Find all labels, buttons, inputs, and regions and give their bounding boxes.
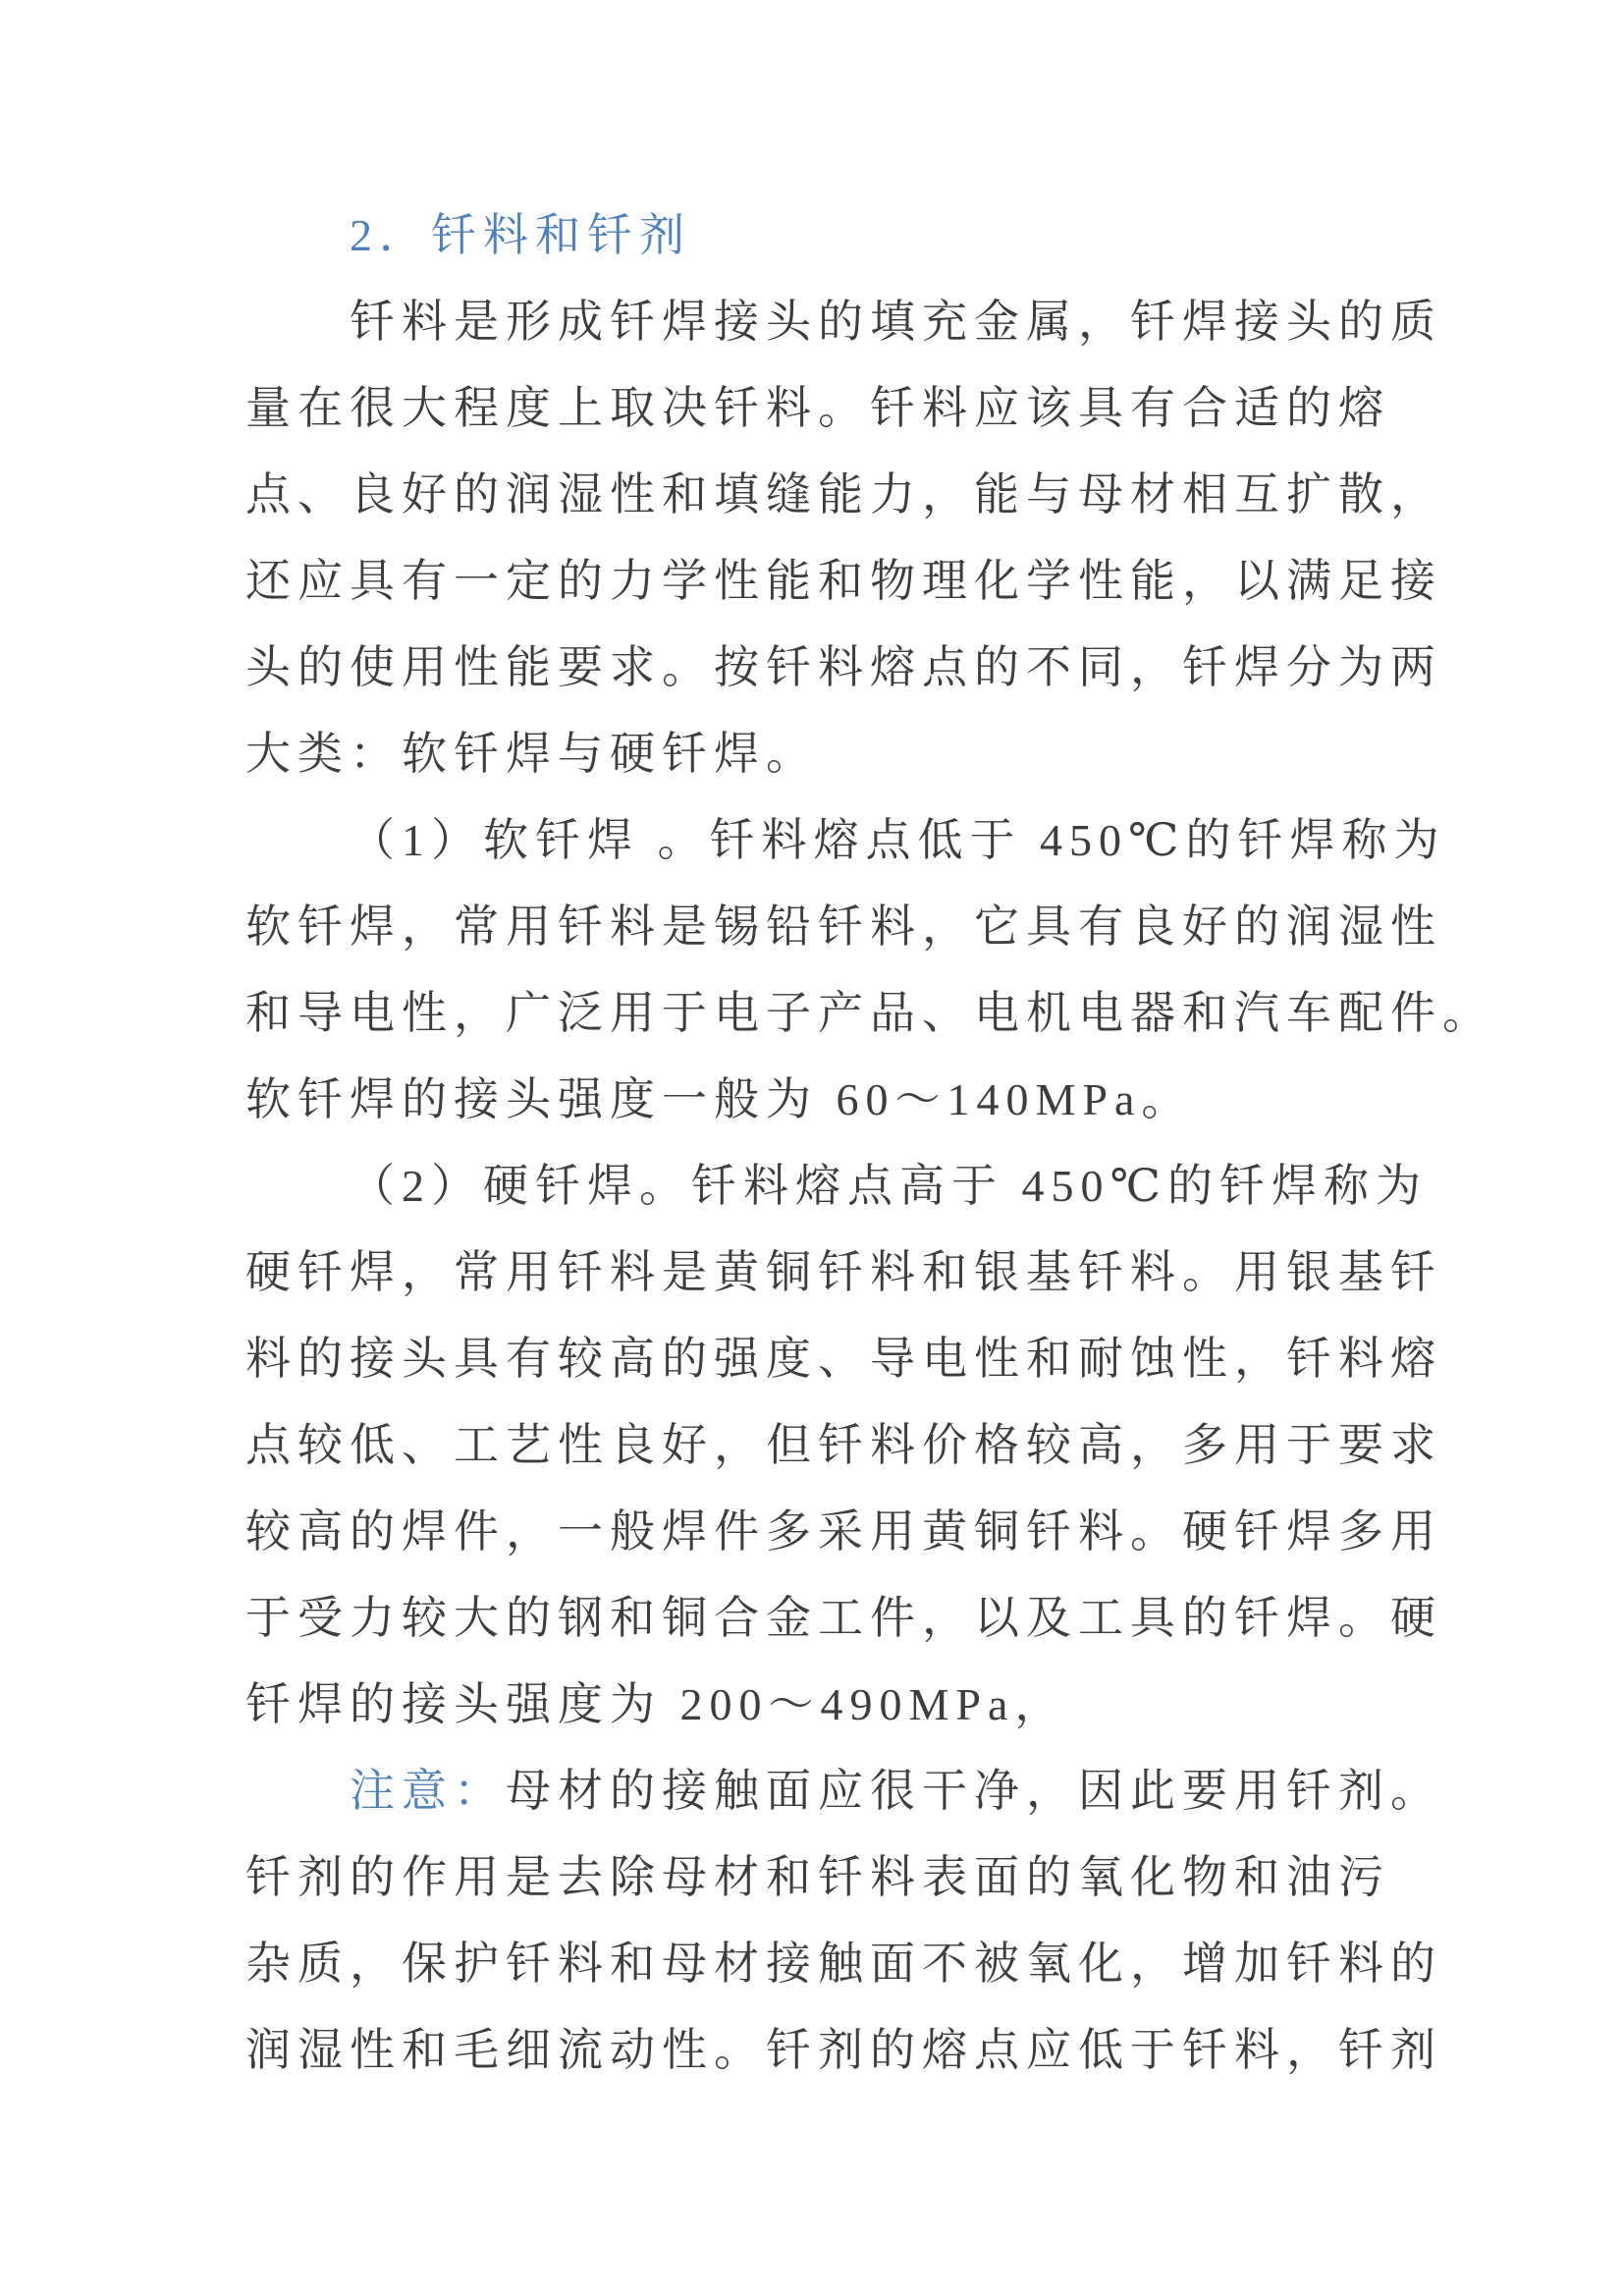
text-line: 点、良好的润湿性和填缝能力，能与母材相互扩散， <box>245 469 1442 519</box>
text-line: 较高的焊件，一般焊件多采用黄铜钎料。硬钎焊多用 <box>245 1506 1442 1557</box>
text-line: 钎料是形成钎焊接头的填充金属，钎焊接头的质 <box>350 297 1442 347</box>
text-line: 点较低、工艺性良好，但钎料价格较高，多用于要求 <box>245 1420 1442 1470</box>
text-line: 头的使用性能要求。按钎料熔点的不同，钎焊分为两 <box>245 642 1442 692</box>
section-heading: 2．钎料和钎剂 <box>350 210 691 260</box>
text-line: 还应具有一定的力学性能和物理化学性能，以满足接 <box>245 556 1442 606</box>
text-line: 料的接头具有较高的强度、导电性和耐蚀性，钎料熔 <box>245 1334 1442 1384</box>
text-line: 杂质，保护钎料和母材接触面不被氧化，增加钎料的 <box>245 1939 1442 1989</box>
text-line: （1）软钎焊 。钎料熔点低于 450℃的钎焊称为 <box>350 815 1446 865</box>
text-line: 钎剂的作用是去除母材和钎料表面的氧化物和油污 <box>245 1852 1390 1902</box>
text-block <box>245 192 1494 2094</box>
text-line: 量在很大程度上取决钎料。钎料应该具有合适的熔 <box>245 383 1390 433</box>
text-line: 于受力较大的钢和铜合金工件，以及工具的钎焊。硬 <box>245 1593 1442 1643</box>
notice-label: 注意： <box>350 1766 506 1816</box>
notice-text: 母材的接触面应很干净，因此要用钎剂。 <box>506 1766 1442 1816</box>
text-line: 软钎焊的接头强度一般为 60～140MPa。 <box>245 1074 1194 1124</box>
text-line: （2）硬钎焊。钎料熔点高于 450℃的钎焊称为 <box>350 1161 1428 1211</box>
text-line: 和导电性，广泛用于电子产品、电机电器和汽车配件。 <box>245 988 1494 1038</box>
text-line: 钎焊的接头强度为 200～490MPa， <box>245 1679 1067 1729</box>
text-line: 大类：软钎焊与硬钎焊。 <box>245 729 818 779</box>
text-line: 软钎焊，常用钎料是锡铅钎料，它具有良好的润湿性 <box>245 902 1442 952</box>
text-line: 硬钎焊，常用钎料是黄铜钎料和银基钎料。用银基钎 <box>245 1247 1442 1297</box>
text-line: 润湿性和毛细流动性。钎剂的熔点应低于钎料，钎剂 <box>245 2025 1442 2075</box>
notice-line <box>245 1748 1473 1834</box>
